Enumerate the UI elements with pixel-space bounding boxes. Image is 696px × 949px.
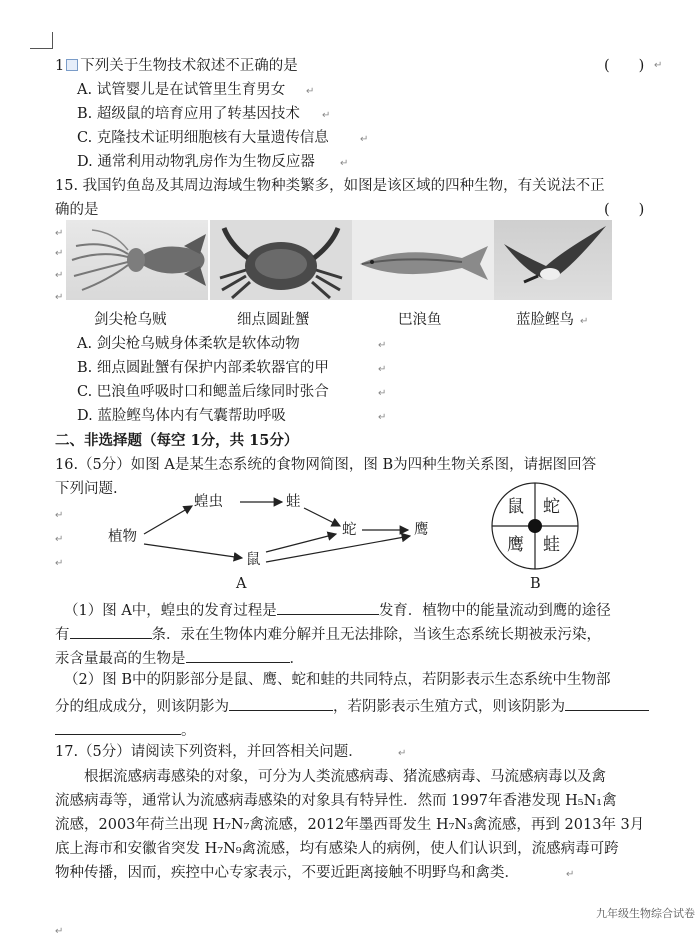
foodweb-locust: 蝗虫 bbox=[194, 494, 223, 510]
q16-sub1-line1 bbox=[64, 598, 611, 621]
paragraph-mark-icon: ↵ bbox=[322, 110, 331, 121]
food-web-diagram bbox=[100, 490, 440, 590]
arrow-plant-locust bbox=[144, 506, 192, 534]
squid-image bbox=[66, 220, 208, 300]
q16-sub1-text-c: 有 bbox=[55, 627, 70, 643]
q15-caption-fish: 巴浪鱼 bbox=[398, 312, 442, 328]
foodweb-hawk: 鹰 bbox=[414, 522, 429, 538]
q15-option-d: D. 蓝脸鲣鸟体内有气囊帮助呼吸 bbox=[77, 408, 286, 424]
foodweb-plant: 植物 bbox=[108, 529, 137, 545]
q17-stem: 17.（5分）请阅读下列资料，并回答相关问题． bbox=[55, 744, 363, 760]
paragraph-mark-icon: ↵ bbox=[378, 340, 387, 351]
paragraph-mark-icon: ↵ bbox=[55, 510, 64, 521]
q16-sub1-line2 bbox=[55, 622, 601, 645]
paragraph-mark-icon: ↵ bbox=[378, 388, 387, 399]
q15-caption-crab: 细点圆趾蟹 bbox=[237, 312, 310, 328]
q14-paren: ( ) bbox=[604, 58, 645, 74]
q15-caption-squid: 剑尖枪乌贼 bbox=[94, 312, 167, 328]
q16-sub1-text-d: 条．汞在生物体内难分解并且无法排除，当该生态系统长期被汞污染， bbox=[151, 627, 601, 643]
q14-option-c: C. 克隆技术证明细胞核有大量遗传信息 bbox=[77, 130, 329, 146]
q16-sub2-text-b: 分的组成成分，则该阴影为 bbox=[55, 699, 229, 715]
crab-image bbox=[210, 220, 352, 300]
q15-option-c: C. 巴浪鱼呼吸时口和鳃盖后缘同时张合 bbox=[77, 384, 329, 400]
q17-paragraph-line4: 底上海市和安徽省突发 H₇N₉禽流感，均有感染人的病例，使人们认识到，流感病毒可跨 bbox=[55, 841, 619, 857]
paragraph-mark-icon: ↵ bbox=[654, 60, 663, 71]
crop-mark bbox=[30, 32, 53, 49]
booby-bird-image bbox=[494, 220, 612, 300]
paragraph-mark-icon: ↵ bbox=[360, 134, 369, 145]
paragraph-mark-icon: ↵ bbox=[580, 316, 589, 327]
page-footer: 九年级生物综合试卷 bbox=[596, 907, 695, 920]
q15-option-a: A. 剑尖枪乌贼身体柔软是软体动物 bbox=[77, 336, 300, 352]
q17-paragraph-line3: 流感，2003年荷兰出现 H₇N₇禽流感，2012年墨西哥发生 H₇N₃禽流感，再到 2013年 3月 bbox=[55, 817, 645, 833]
q16-sub2-line3 bbox=[55, 718, 196, 741]
q16-sub2-text-d: 。 bbox=[181, 723, 196, 739]
q16-sub1-text-e: 汞含量最高的生物是 bbox=[55, 651, 186, 667]
relation-circle-diagram bbox=[490, 481, 580, 571]
paragraph-mark-icon: ↵ bbox=[55, 534, 64, 545]
paragraph-mark-icon: ↵ bbox=[55, 926, 64, 937]
q16-answer-blank-5[interactable] bbox=[565, 694, 649, 711]
paragraph-mark-icon: ↵ bbox=[55, 270, 64, 281]
q16-stem-line1: 16.（5分）如图 A是某生态系统的食物网简图，图 B为四种生物关系图，请据图回答 bbox=[55, 457, 597, 473]
q16-answer-blank-4[interactable] bbox=[229, 694, 333, 711]
q16-sub2-text-c: ，若阴影表示生殖方式，则该阴影为 bbox=[333, 699, 565, 715]
q16-sub2-line1: （2）图 B中的阴影部分是鼠、鹰、蛇和蛙的共同特点，若阴影表示生态系统中生物部 bbox=[64, 672, 611, 688]
paragraph-mark-icon: ↵ bbox=[378, 364, 387, 375]
foodweb-mouse: 鼠 bbox=[246, 552, 261, 568]
q14-option-b: B. 超级鼠的培育应用了转基因技术 bbox=[77, 106, 300, 122]
paragraph-mark-icon: ↵ bbox=[398, 748, 407, 759]
shared-trait-dot bbox=[528, 519, 542, 533]
q16-answer-blank-3[interactable] bbox=[186, 646, 290, 663]
circle-quadrant-hawk: 鹰 bbox=[507, 535, 524, 555]
circle-quadrant-mouse: 鼠 bbox=[507, 497, 524, 517]
circle-label: B bbox=[530, 576, 541, 592]
anchor-icon bbox=[66, 59, 78, 71]
q15-stem-line1: 15. 我国钓鱼岛及其周边海域生物种类繁多，如图是该区域的四种生物，有关说法不正 bbox=[55, 178, 605, 194]
paragraph-mark-icon: ↵ bbox=[55, 228, 64, 239]
arrow-mouse-snake bbox=[266, 534, 336, 552]
paragraph-mark-icon: ↵ bbox=[306, 86, 315, 97]
q16-answer-blank-1[interactable] bbox=[277, 598, 379, 615]
paragraph-mark-icon: ↵ bbox=[378, 412, 387, 423]
q16-sub1-text-f: ． bbox=[289, 651, 304, 667]
section-title: 二、非选择题（每空 1分，共 15分） bbox=[55, 432, 299, 449]
q14-stem bbox=[55, 56, 298, 76]
q16-sub2-line2 bbox=[55, 694, 649, 717]
foodweb-label: A bbox=[236, 576, 247, 592]
fish-image bbox=[352, 220, 494, 300]
paragraph-mark-icon: ↵ bbox=[55, 292, 64, 303]
q16-answer-blank-2[interactable] bbox=[70, 622, 152, 639]
q17-paragraph-line2: 流感病毒等，通常认为流感病毒感染的对象具有特异性．然而 1997年香港发现 H₅N₁禽 bbox=[55, 793, 617, 809]
q17-paragraph-line5: 物种传播，因而，疾控中心专家表示，不要近距离接触不明野鸟和禽类． bbox=[55, 865, 519, 881]
q15-stem-line2: 确的是 bbox=[55, 202, 99, 218]
q14-number: 1 bbox=[55, 58, 65, 74]
q14-option-d: D. 通常利用动物乳房作为生物反应器 bbox=[77, 154, 315, 170]
circle-quadrant-frog: 蛙 bbox=[543, 535, 560, 555]
arrow-mouse-hawk bbox=[266, 536, 410, 562]
q17-paragraph-line1: 根据流感病毒感染的对象，可分为人类流感病毒、猪流感病毒、马流感病毒以及禽 bbox=[84, 769, 606, 785]
q16-sub1-line3 bbox=[55, 646, 304, 669]
arrow-plant-mouse bbox=[144, 544, 242, 558]
arrow-frog-snake bbox=[304, 508, 340, 526]
foodweb-frog: 蛙 bbox=[286, 494, 301, 510]
foodweb-snake: 蛇 bbox=[342, 522, 357, 538]
q16-stem-line2: 下列问题. bbox=[55, 481, 118, 497]
q16-answer-blank-5-cont[interactable] bbox=[55, 718, 181, 735]
paragraph-mark-icon: ↵ bbox=[55, 248, 64, 259]
q14-option-a: A. 试管婴儿是在试管里生育男女 bbox=[77, 82, 286, 98]
q15-paren: ( ) bbox=[604, 202, 645, 218]
q16-sub1-text-a: （1）图 A中，蝗虫的发育过程是 bbox=[64, 603, 277, 619]
paragraph-mark-icon: ↵ bbox=[566, 869, 575, 880]
q15-caption-bird: 蓝脸鲣鸟 bbox=[516, 312, 574, 328]
q15-option-b: B. 细点圆趾蟹有保护内部柔软器官的甲 bbox=[77, 360, 329, 376]
circle-quadrant-snake: 蛇 bbox=[543, 497, 560, 517]
q16-sub1-text-b: 发育．植物中的能量流动到鹰的途径 bbox=[378, 603, 611, 619]
paragraph-mark-icon: ↵ bbox=[340, 158, 349, 169]
q14-stem-text: 下列关于生物技术叙述不正确的是 bbox=[80, 58, 298, 74]
paragraph-mark-icon: ↵ bbox=[55, 558, 64, 569]
